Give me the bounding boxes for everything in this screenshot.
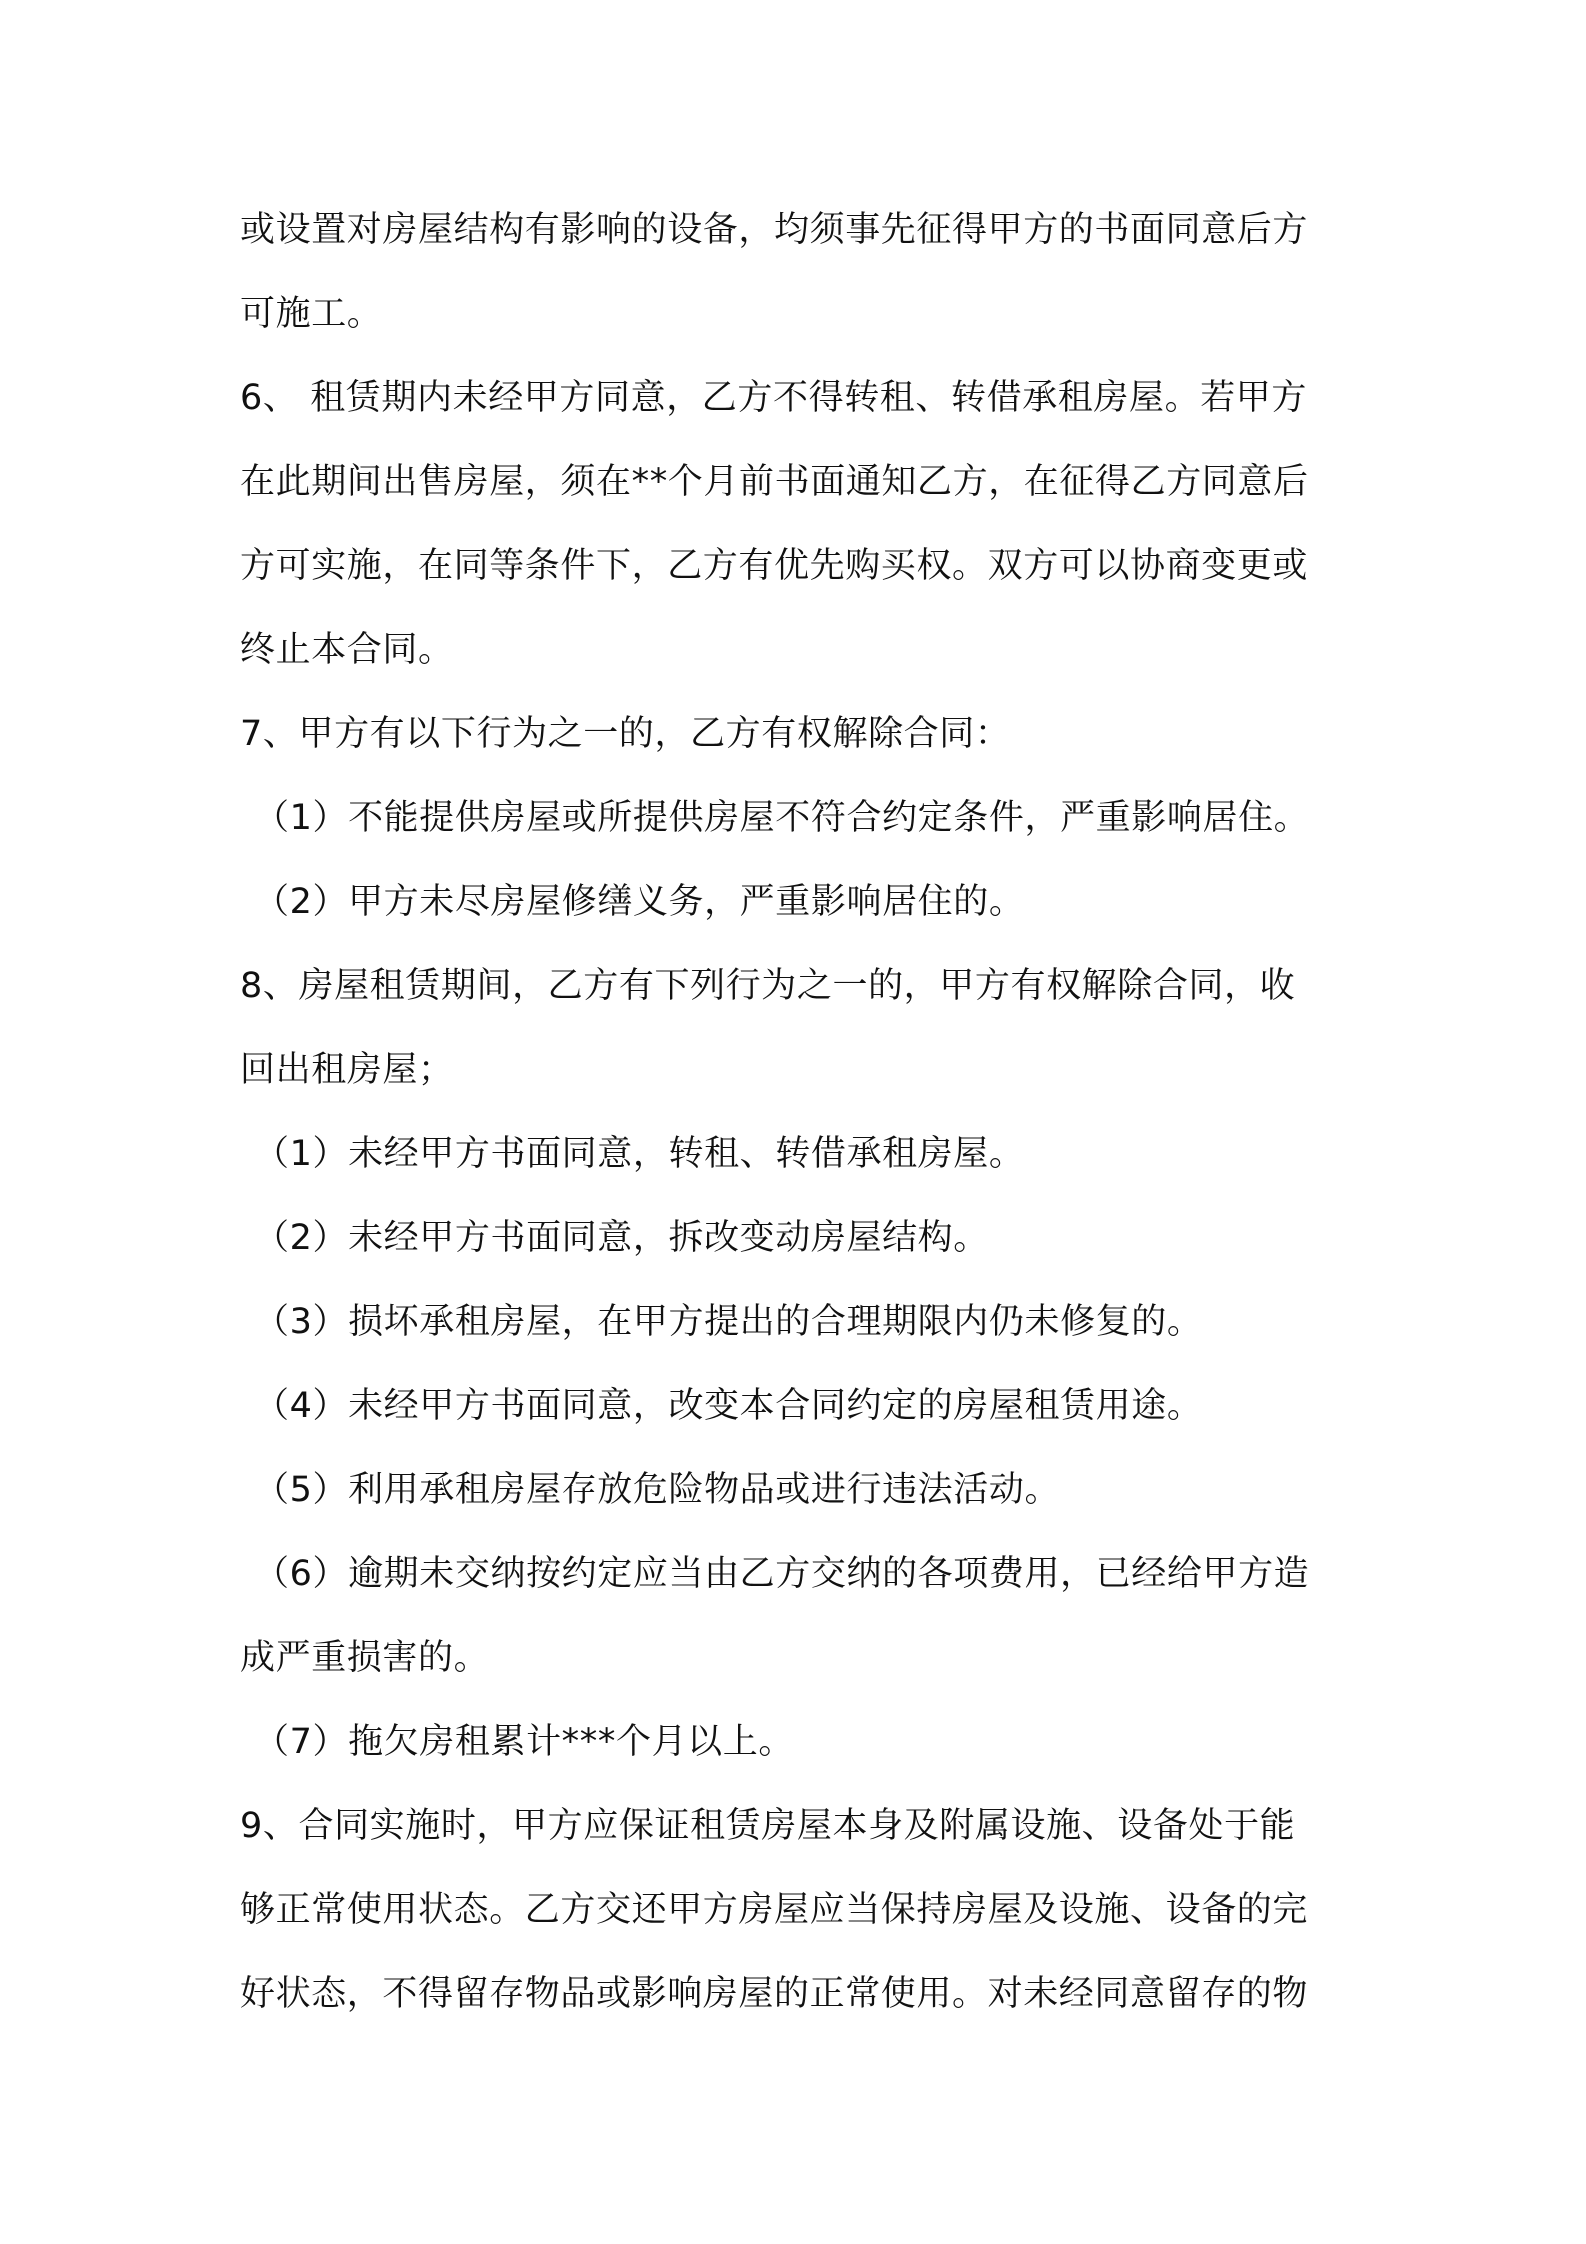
body-text-line: 好状态，不得留存物品或影响房屋的正常使用。对未经同意留存的物	[240, 1974, 1309, 2014]
list-item-text-line: （4）未经甲方书面同意，改变本合同约定的房屋租赁用途。	[254, 1386, 1203, 1426]
list-item-text-line: （3）损坏承租房屋，在甲方提出的合理期限内仍未修复的。	[254, 1302, 1203, 1342]
body-text-line: 回出租房屋；	[240, 1050, 454, 1090]
body-text-line: 方可实施，在同等条件下，乙方有优先购买权。双方可以协商变更或	[240, 546, 1309, 586]
clause-7-text-line: 7、甲方有以下行为之一的，乙方有权解除合同：	[240, 714, 1011, 754]
body-text-line: 成严重损害的。	[240, 1638, 490, 1678]
list-item-text-line: （7）拖欠房租累计***个月以上。	[254, 1722, 794, 1762]
clause-9-text-line: 9、合同实施时，甲方应保证租赁房屋本身及附属设施、设备处于能	[240, 1806, 1296, 1846]
list-item-text-line: （2）未经甲方书面同意，拆改变动房屋结构。	[254, 1218, 989, 1258]
body-text-line: 或设置对房屋结构有影响的设备，均须事先征得甲方的书面同意后方	[240, 210, 1309, 250]
clause-6-text-line: 6、 租赁期内未经甲方同意，乙方不得转租、转借承租房屋。若甲方	[240, 378, 1307, 418]
body-text-line: 终止本合同。	[240, 630, 454, 670]
list-item-text-line: （5）利用承租房屋存放危险物品或进行违法活动。	[254, 1470, 1061, 1510]
body-text-line: 够正常使用状态。乙方交还甲方房屋应当保持房屋及设施、设备的完	[240, 1890, 1309, 1930]
body-text-line: 在此期间出售房屋，须在**个月前书面通知乙方，在征得乙方同意后	[240, 462, 1309, 502]
list-item-text-line: （6）逾期未交纳按约定应当由乙方交纳的各项费用，已经给甲方造	[254, 1554, 1310, 1594]
list-item-text-line: （1）不能提供房屋或所提供房屋不符合约定条件，严重影响居住。	[254, 798, 1310, 838]
list-item-text-line: （2）甲方未尽房屋修缮义务，严重影响居住的。	[254, 882, 1025, 922]
clause-8-text-line: 8、房屋租赁期间，乙方有下列行为之一的，甲方有权解除合同，收	[240, 966, 1296, 1006]
list-item-text-line: （1）未经甲方书面同意，转租、转借承租房屋。	[254, 1134, 1025, 1174]
body-text-line: 可施工。	[240, 294, 383, 334]
